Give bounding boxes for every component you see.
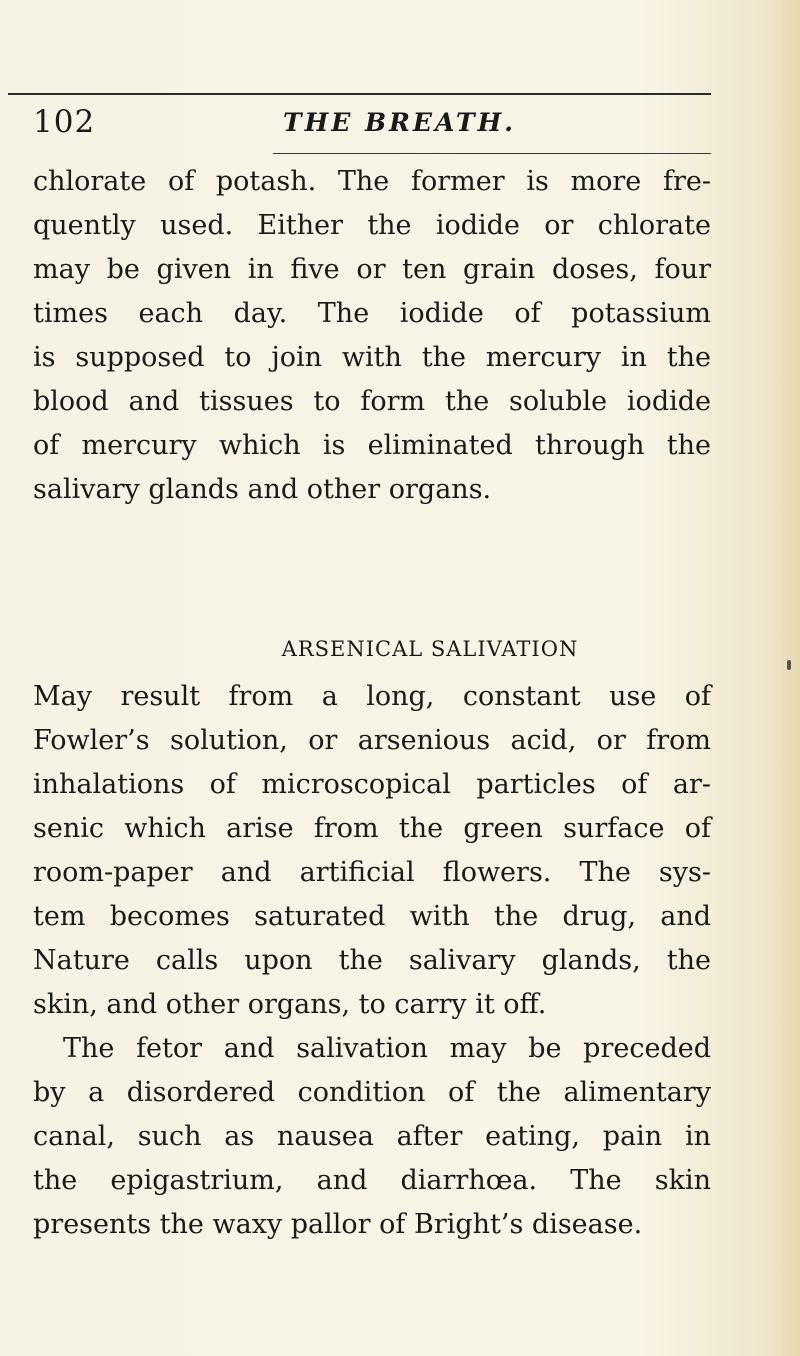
text-line: tem becomes saturated with the drug, and <box>33 901 711 932</box>
text-line: of mercury which is eliminated through the <box>33 430 711 461</box>
text-line: chlorate of potash. The former is more fre- <box>33 166 711 197</box>
paragraph-1 <box>33 160 711 512</box>
text-line: quently used. Either the iodide or chlorate <box>33 210 711 241</box>
section-heading: ARSENICAL SALIVATION <box>281 637 579 661</box>
header-bottom-rule <box>273 153 711 154</box>
text-line: is supposed to join with the mercury in the <box>33 342 711 373</box>
text-line: blood and tissues to form the soluble iodide <box>33 386 711 417</box>
text-line: May result from a long, constant use of <box>33 681 711 712</box>
text-line: times each day. The iodide of potassium <box>33 298 711 329</box>
page-number: 102 <box>33 104 96 140</box>
text-line: canal, such as nausea after eating, pain in <box>33 1121 711 1152</box>
text-line: skin, and other organs, to carry it off. <box>33 989 547 1020</box>
header-top-rule <box>8 93 711 95</box>
text-line: inhalations of microscopical particles of ar- <box>33 769 711 800</box>
text-line: Nature calls upon the salivary glands, the <box>33 945 711 976</box>
page-header <box>0 104 800 144</box>
paragraph-2-and-3 <box>33 675 711 1247</box>
text-line: by a disordered condition of the alimentary <box>33 1077 711 1108</box>
text-line: the epigastrium, and diarrhœa. The skin <box>33 1165 711 1196</box>
text-line: presents the waxy pallor of Bright’s disease. <box>33 1209 643 1240</box>
text-line: salivary glands and other organs. <box>33 474 492 505</box>
text-line: Fowler’s solution, or arsenious acid, or from <box>33 725 711 756</box>
page-edge-mark <box>787 660 791 670</box>
text-line: senic which arise from the green surface of <box>33 813 711 844</box>
text-line: The fetor and salivation may be preceded <box>63 1033 711 1064</box>
text-line: may be given in five or ten grain doses, four <box>33 254 711 285</box>
running-title: THE BREATH. <box>283 108 516 137</box>
text-line: room-paper and artificial flowers. The sys- <box>33 857 711 888</box>
